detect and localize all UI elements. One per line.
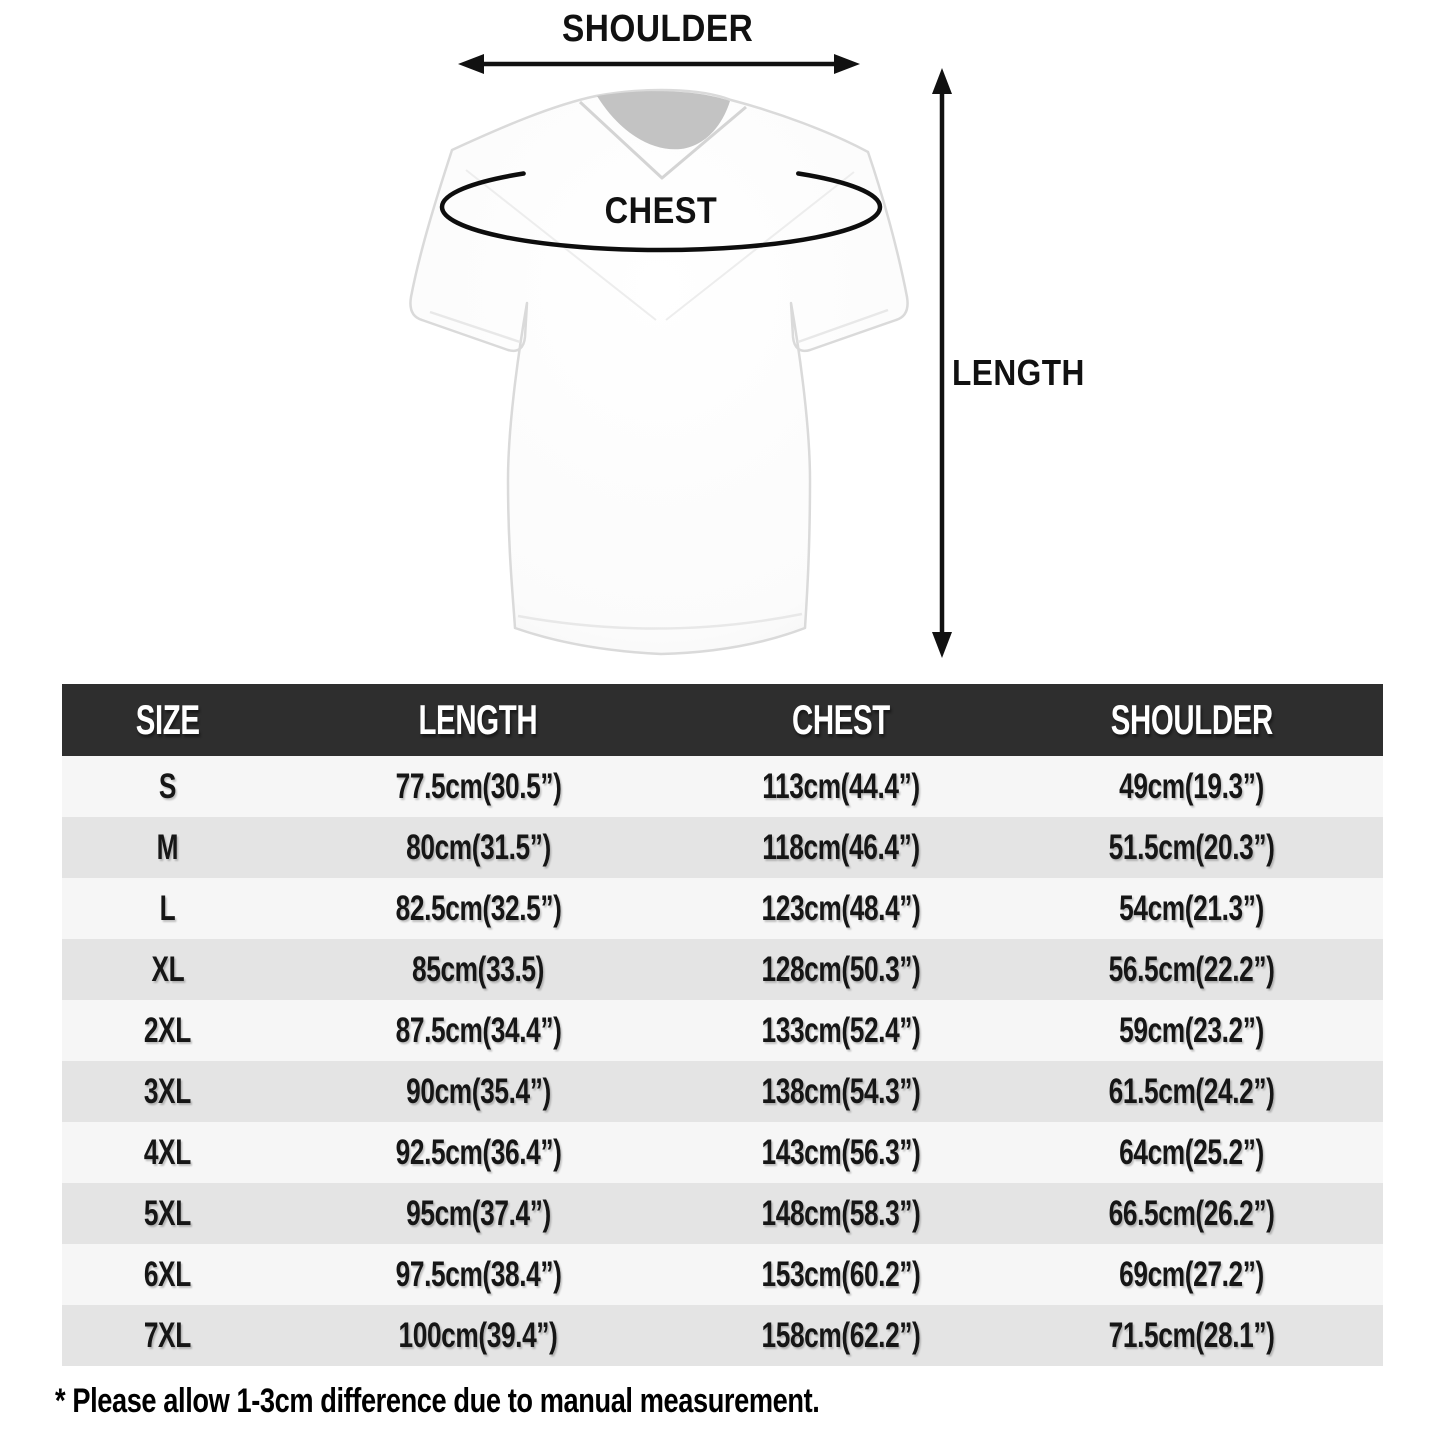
measurement-cell [683,817,1000,878]
cell-text: 118cm(46.4”) [762,828,921,867]
cell-text: 97.5cm(38.4”) [395,1255,562,1294]
cell-text: 77.5cm(30.5”) [395,767,562,806]
cell-text: 66.5cm(26.2”) [1108,1194,1275,1233]
cell-text: 100cm(39.4”) [398,1316,558,1355]
chest-label-text: CHEST [604,190,718,231]
measurement-cell [683,1183,1000,1244]
chest-measure-label [461,190,861,232]
column-header-chest [683,684,1000,756]
cell-text: XL [151,950,185,989]
table-row-4xl [62,1122,1383,1183]
cell-text: 90cm(35.4”) [405,1072,551,1111]
cell-text: L [159,889,176,928]
cell-text: 7XL [144,1316,192,1355]
cell-text: 69cm(27.2”) [1119,1255,1264,1294]
column-header-text: LENGTH [418,696,538,743]
cell-text: 133cm(52.4”) [761,1011,921,1050]
cell-text: 148cm(58.3”) [761,1194,921,1233]
measurement-cell [273,1122,683,1183]
table-row-5xl [62,1183,1383,1244]
table-row-6xl [62,1244,1383,1305]
table-row-7xl [62,1305,1383,1366]
table-row-m [62,817,1383,878]
jersey-graphic [410,90,907,654]
measurement-cell [683,1061,1000,1122]
cell-text: 123cm(48.4”) [761,889,921,928]
shoulder-arrow [458,54,860,74]
cell-text: 2XL [144,1011,192,1050]
cell-text: 56.5cm(22.2”) [1108,950,1275,989]
measurement-cell [683,756,1000,817]
length-measure-label [952,352,1103,394]
measurement-cell [1000,756,1383,817]
measurement-cell [273,1305,683,1366]
column-header-shoulder [1000,684,1383,756]
size-cell [62,1183,273,1244]
cell-text: 51.5cm(20.3”) [1108,828,1275,867]
jersey-measurement-diagram [0,0,1445,680]
measurement-note [55,1382,1010,1421]
length-arrow [932,68,952,658]
measurement-cell [1000,878,1383,939]
cell-text: 153cm(60.2”) [761,1255,921,1294]
cell-text: S [159,767,177,806]
column-header-text: CHEST [792,696,891,743]
size-cell [62,1061,273,1122]
measurement-cell [273,1061,683,1122]
cell-text: 3XL [144,1072,192,1111]
column-header-size [62,684,273,756]
cell-text: 113cm(44.4”) [762,767,921,806]
cell-text: 6XL [144,1255,192,1294]
column-header-text: SHOULDER [1110,696,1273,743]
size-cell [62,878,273,939]
measurement-cell [683,1305,1000,1366]
shoulder-measure-label [458,8,858,51]
table-row-l [62,878,1383,939]
cell-text: 59cm(23.2”) [1119,1011,1264,1050]
measurement-cell [273,939,683,1000]
cell-text: 82.5cm(32.5”) [395,889,562,928]
cell-text: 143cm(56.3”) [761,1133,921,1172]
measurement-cell [1000,1000,1383,1061]
measurement-cell [273,1000,683,1061]
size-cell [62,939,273,1000]
measurement-cell [683,939,1000,1000]
table-row-s [62,756,1383,817]
measurement-cell [1000,939,1383,1000]
cell-text: 92.5cm(36.4”) [395,1133,562,1172]
size-cell [62,1122,273,1183]
cell-text: 95cm(37.4”) [405,1194,551,1233]
measurement-cell [683,1122,1000,1183]
table-header-row [62,684,1383,756]
cell-text: 61.5cm(24.2”) [1108,1072,1275,1111]
cell-text: 138cm(54.3”) [761,1072,921,1111]
measurement-cell [273,1244,683,1305]
measurement-note-text: * Please allow 1-3cm difference due to manual measurement. [55,1382,820,1420]
cell-text: 85cm(33.5) [412,950,545,989]
size-cell [62,817,273,878]
size-chart-table [62,684,1383,1366]
size-cell [62,1244,273,1305]
measurement-cell [1000,817,1383,878]
cell-text: 158cm(62.2”) [761,1316,921,1355]
cell-text: 5XL [144,1194,192,1233]
table-row-2xl [62,1000,1383,1061]
cell-text: 49cm(19.3”) [1119,767,1264,806]
measurement-cell [273,756,683,817]
measurement-cell [683,1244,1000,1305]
cell-text: 87.5cm(34.4”) [395,1011,562,1050]
table-row-3xl [62,1061,1383,1122]
cell-text: 71.5cm(28.1”) [1108,1316,1275,1355]
measurement-cell [273,878,683,939]
table-row-xl [62,939,1383,1000]
measurement-cell [1000,1305,1383,1366]
shoulder-label-text: SHOULDER [562,8,754,50]
measurement-cell [1000,1183,1383,1244]
cell-text: 80cm(31.5”) [405,828,551,867]
cell-text: 128cm(50.3”) [761,950,921,989]
size-cell [62,1305,273,1366]
column-header-text: SIZE [135,696,200,743]
cell-text: 64cm(25.2”) [1119,1133,1264,1172]
measurement-cell [1000,1122,1383,1183]
size-cell [62,756,273,817]
cell-text: 4XL [144,1133,192,1172]
size-cell [62,1000,273,1061]
measurement-cell [1000,1244,1383,1305]
length-label-text: LENGTH [952,352,1085,393]
measurement-cell [683,878,1000,939]
measurement-cell [273,1183,683,1244]
measurement-cell [273,817,683,878]
column-header-length [273,684,683,756]
cell-text: M [156,828,179,867]
measurement-cell [683,1000,1000,1061]
table-body [62,756,1383,1366]
cell-text: 54cm(21.3”) [1119,889,1264,928]
measurement-cell [1000,1061,1383,1122]
